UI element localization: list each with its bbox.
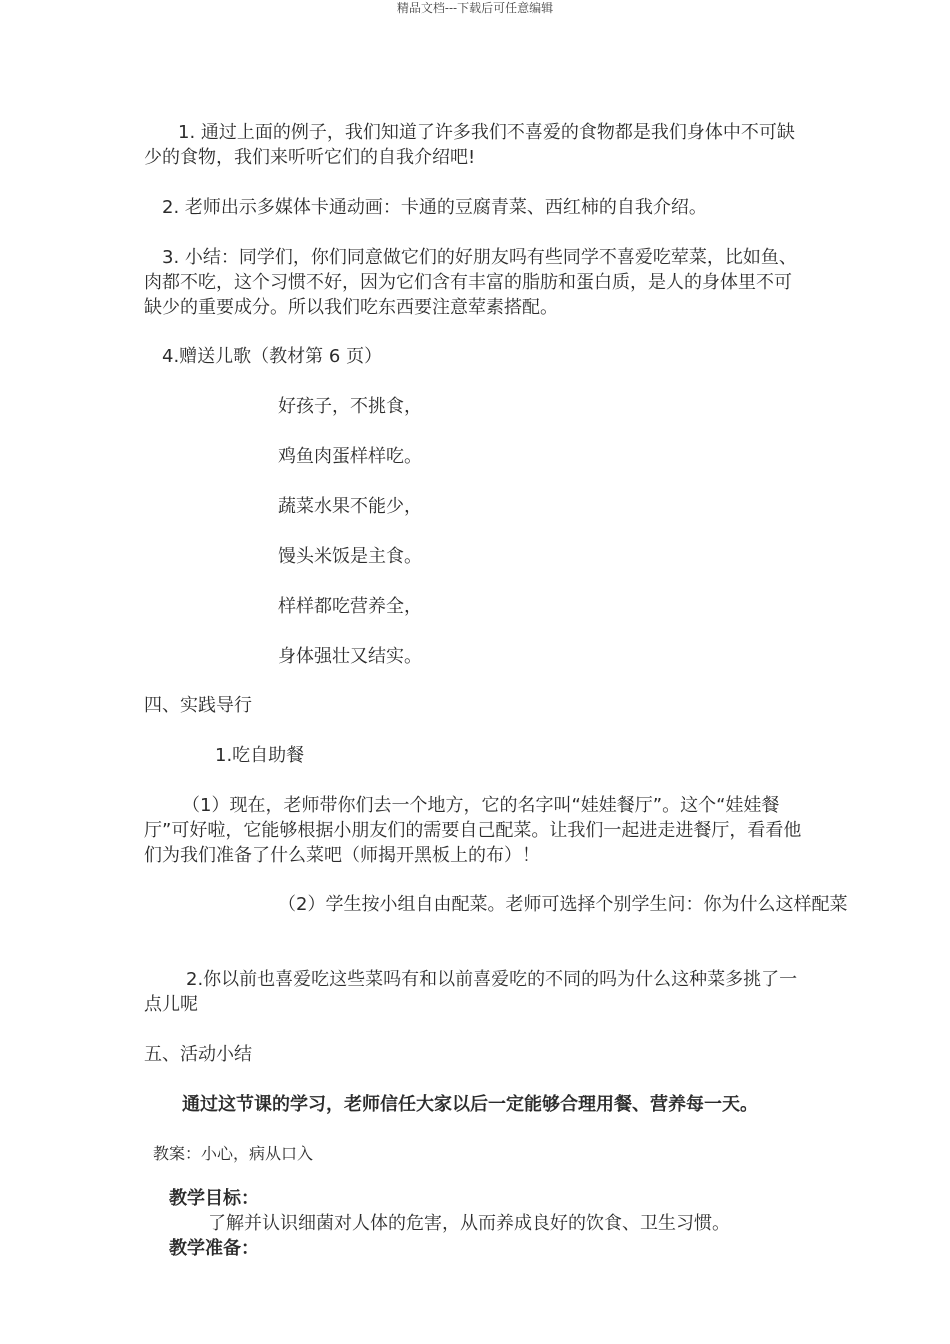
paragraph-2: 2. 老师出示多媒体卡通动画：卡通的豆腐青菜、西红柿的自我介绍。: [162, 197, 707, 218]
poem-line: 好孩子，不挑食，: [278, 396, 422, 417]
poem-line: 鸡鱼肉蛋样样吃。: [278, 446, 422, 467]
poem-line: 样样都吃营养全，: [278, 596, 422, 617]
section-4-item-1b: （2）学生按小组自由配菜。老师可选择个别学生问：你为什么这样配菜: [278, 894, 848, 915]
page-header: 精品文档---下载后可任意编辑: [396, 1, 554, 15]
prep-heading: 教学准备：: [169, 1238, 259, 1259]
goal-heading: 教学目标：: [169, 1188, 259, 1209]
goal-text: 了解并认识细菌对人体的危害，从而养成良好的饮食、卫生习惯。: [208, 1213, 730, 1234]
poem-line: 蔬菜水果不能少，: [278, 496, 422, 517]
paragraph-1: 1. 通过上面的例子，我们知道了许多我们不喜爱的食物都是我们身体中不可缺少的食物，我们来听听它们的自我介绍吧!: [144, 122, 795, 168]
summary-text: 通过这节课的学习，老师信任大家以后一定能够合理用餐、营养每一天。: [182, 1094, 758, 1115]
lesson-title: 教案：小心，病从口入: [153, 1144, 314, 1163]
paragraph-4: 4.赠送儿歌（教材第 6 页）: [162, 346, 383, 367]
poem-line: 身体强壮又结实。: [278, 646, 422, 667]
section-4-item-1a: （1）现在，老师带你们去一个地方，它的名字叫“娃娃餐厅”。这个“娃娃餐厅”可好啦，它能够根据小朋友们的需要自己配菜。让我们一起进走进餐厅，看看他们为我们准备了什么菜吧（师揭开黑板上的布）！: [144, 795, 802, 866]
section-4-item-1: 1.吃自助餐: [215, 745, 305, 766]
paragraph-3: 3. 小结：同学们，你们同意做它们的好朋友吗有些同学不喜爱吃荤菜，比如鱼、肉都不吃，这个习惯不好，因为它们含有丰富的脂肪和蛋白质，是人的身体里不可缺少的重要成分。所以我们吃东西要注意荤素搭配。: [144, 247, 797, 318]
poem-line: 馒头米饭是主食。: [278, 546, 422, 567]
section-4-heading: 四、实践导行: [144, 695, 252, 716]
section-5-heading: 五、活动小结: [144, 1044, 252, 1065]
section-4-item-2: 2.你以前也喜爱吃这些菜吗有和以前喜爱吃的不同的吗为什么这种菜多挑了一点儿呢: [144, 969, 798, 1015]
